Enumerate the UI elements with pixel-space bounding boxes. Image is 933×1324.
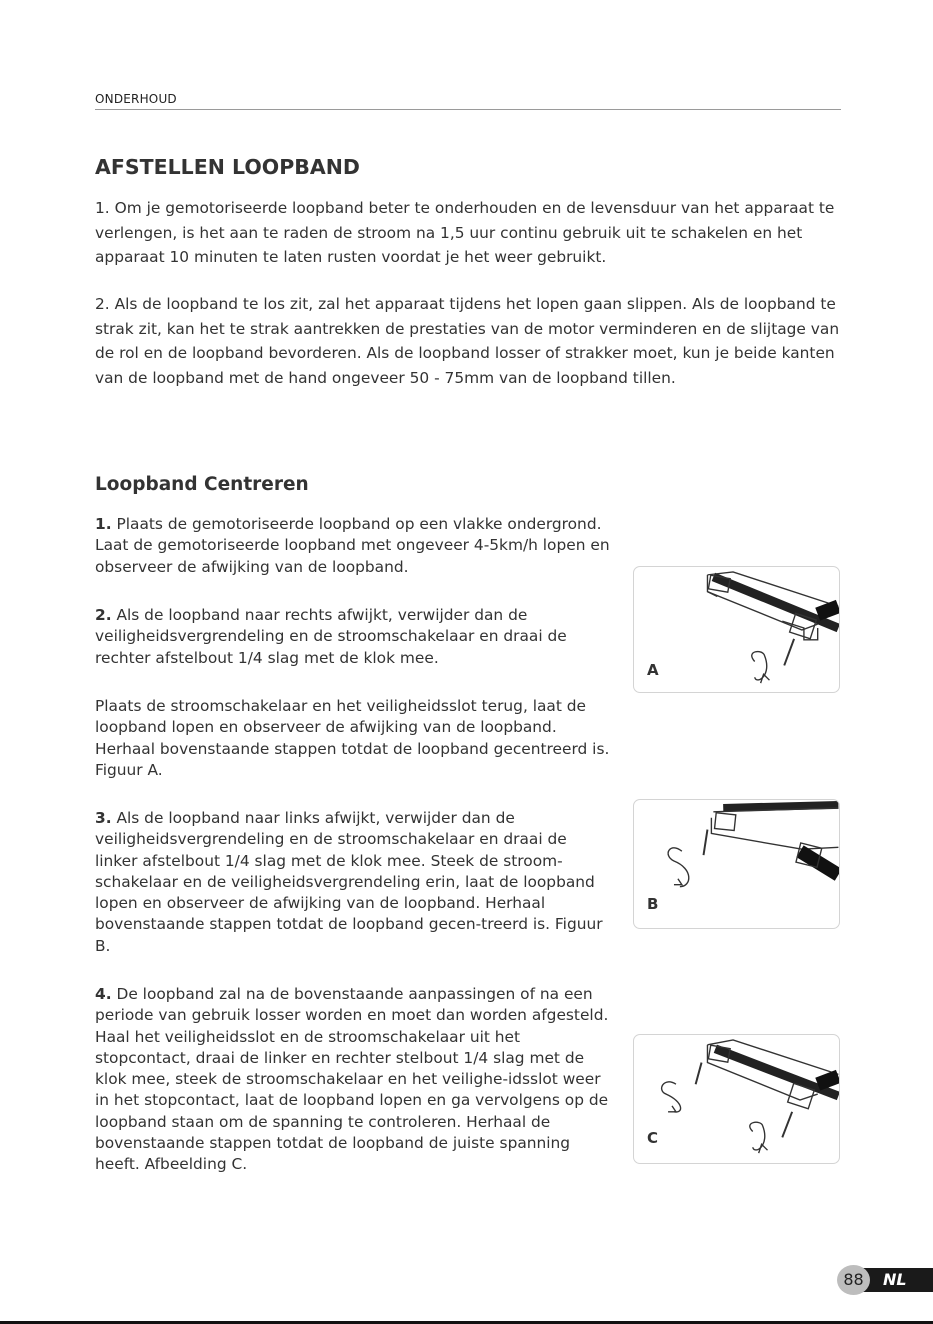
treadmill-rear-both-illustration: [634, 1035, 839, 1163]
language-bar: NL: [857, 1268, 933, 1292]
step-1-number: 1.: [95, 515, 112, 533]
step-1: [95, 514, 610, 578]
step-3: [95, 808, 610, 957]
step-2: [95, 605, 610, 669]
treadmill-rear-left-illustration: [634, 800, 839, 928]
step-1-text: Plaats de gemotoriseerde loopband op een vlakke ondergrond. Laat de gemotoriseerde loopband met ongeveer 4-5km/h lopen en observeer de afwijking van de loopband.: [95, 515, 610, 576]
step-3-text: Als de loopband naar links afwijkt, verwijder dan de veiligheidsvergrendeling en de stroomschakelaar en draai de linker afstelbout 1/4 slag met de klok mee. Steek de stroom-schakelaar en de veiligheidsvergrendeling erin, laat de loopband lopen en observeer de afwijking van de loopband. Herhaal bovenstaande stappen totdat de loopband gecen-treerd is. Figuur B.: [95, 809, 603, 955]
step-3-number: 3.: [95, 809, 112, 827]
page-title: AFSTELLEN LOOPBAND: [95, 155, 360, 179]
step-4-number: 4.: [95, 985, 112, 1003]
step-4: [95, 984, 610, 1176]
page-badge: [837, 1265, 933, 1295]
header-section-label: ONDERHOUD: [95, 92, 177, 106]
step-4-text: De loopband zal na de bovenstaande aanpassingen of na een periode van gebruik losser worden en moet dan worden afgesteld. Haal het veiligheidsslot en de stroomschakelaar uit het stopcontact, draai de linker en rechter stelbout 1/4 slag met de klok mee, steek de stroomschakelaar en het veilighe-idsslot weer in het stopcontact, laat de loopband lopen en ga vervolgens op de loopband staan om de spanning te controleren. Herhaal de bovenstaande stappen totdat de loopband de juiste spanning heeft. Afbeelding C.: [95, 985, 609, 1174]
figure-b-label: B: [647, 895, 659, 913]
intro-paragraph-1: 1. Om je gemotoriseerde loopband beter te onderhouden en de levensduur van het apparaat te verlengen, is het aan te raden de stroom na 1,5 uur continu gebruik uit te schakelen en het apparaat 10 minuten te laten rusten voordat je het weer gebruikt.: [95, 199, 835, 267]
step-2-number: 2.: [95, 606, 112, 624]
intro-paragraph-2: 2. Als de loopband te los zit, zal het apparaat tijdens het lopen gaan slippen. Als de loopband te strak zit, kan het te strak aantrekken de prestaties van de motor verminderen en de slijtage van de rol en de loopband bevorderen. Als de loopband losser of strakker moet, kun je beide kanten van de loopband met de hand ongeveer 50 - 75mm van de loopband tillen.: [95, 295, 840, 387]
section-title-centering: Loopband Centreren: [95, 474, 309, 495]
treadmill-rear-right-illustration: [634, 567, 839, 692]
step-2-text: Als de loopband naar rechts afwijkt, verwijder dan de veiligheidsvergrendeling en de stroomschakelaar en draai de rechter afstelbout 1/4 slag met de klok mee.: [95, 606, 567, 667]
figure-a: [633, 566, 840, 693]
figure-c-label: C: [647, 1129, 659, 1147]
step-2-continued: Plaats de stroomschakelaar en het veiligheidsslot terug, laat de loopband lopen en observeer de afwijking van de loopband. Herhaal bovenstaande stappen totdat de loopband gecentreerd is. Figuur A.: [95, 697, 610, 779]
page-number: 88: [837, 1265, 870, 1295]
figure-c: [633, 1034, 840, 1164]
figure-a-label: A: [647, 661, 659, 679]
figure-b: [633, 799, 840, 929]
header-divider: [95, 109, 841, 110]
